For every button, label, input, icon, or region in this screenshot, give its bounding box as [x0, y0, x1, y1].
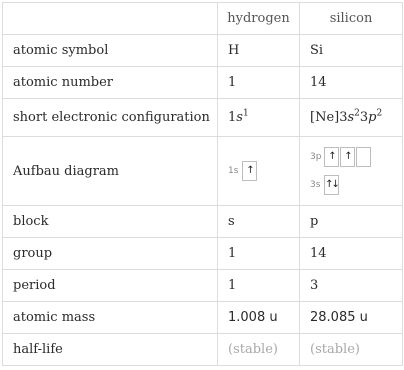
silicon-atomic-number: 14 [300, 67, 403, 99]
hydrogen-block: s [218, 206, 300, 238]
row-label-aufbau-diagram: Aufbau diagram [3, 137, 218, 206]
row-label-electronic-configuration: short electronic configuration [3, 99, 218, 137]
row-label-half-life: half-life [3, 334, 218, 366]
config-orbital: s [347, 110, 355, 125]
silicon-half-life: (stable) [300, 334, 403, 366]
config-core: [Ne]3 [310, 110, 348, 125]
orbital-box: ↑↓ [324, 175, 339, 195]
config-superscript: 2 [354, 108, 360, 119]
table-row [3, 137, 403, 206]
table-row [3, 238, 403, 270]
hydrogen-aufbau-diagram [218, 137, 300, 206]
row-label-period: period [3, 270, 218, 302]
table-row [3, 67, 403, 99]
header-silicon: silicon [300, 3, 403, 35]
hydrogen-atomic-mass: 1.008 u [218, 302, 300, 334]
table-row [3, 206, 403, 238]
config-part: 3 [359, 110, 369, 125]
orbital-box [356, 147, 371, 167]
hydrogen-period: 1 [218, 270, 300, 302]
config-orbital: s [236, 110, 243, 125]
hydrogen-group: 1 [218, 238, 300, 270]
config-superscript: 2 [376, 108, 383, 119]
hydrogen-atomic-symbol: H [218, 35, 300, 67]
silicon-period: 3 [300, 270, 403, 302]
row-label-atomic-mass: atomic mass [3, 302, 218, 334]
row-label-group: group [3, 238, 218, 270]
silicon-electronic-configuration [300, 99, 403, 137]
table-row [3, 35, 403, 67]
orbital-label: 3p [310, 152, 322, 162]
silicon-block: p [300, 206, 403, 238]
orbital-box: ↑ [242, 161, 257, 181]
table-row [3, 302, 403, 334]
orbital-box: ↑ [340, 147, 355, 167]
table-row [3, 99, 403, 137]
table-row [3, 334, 403, 366]
hydrogen-half-life: (stable) [218, 334, 300, 366]
orbital-row-1s [228, 160, 299, 182]
orbital-label: 1s [228, 166, 239, 176]
orbital-label: 3s [310, 180, 321, 190]
silicon-group: 14 [300, 238, 403, 270]
silicon-aufbau-diagram [300, 137, 403, 206]
header-hydrogen: hydrogen [218, 3, 300, 35]
config-orbital: p [368, 110, 377, 125]
hydrogen-electronic-configuration [218, 99, 300, 137]
element-comparison-table [2, 2, 403, 366]
silicon-atomic-mass: 28.085 u [300, 302, 403, 334]
table-row [3, 270, 403, 302]
config-superscript: 1 [242, 108, 249, 119]
orbital-box: ↑ [324, 147, 339, 167]
silicon-atomic-symbol: Si [300, 35, 403, 67]
header-empty-cell [3, 3, 218, 35]
config-part: 1 [228, 110, 237, 125]
row-label-block: block [3, 206, 218, 238]
hydrogen-atomic-number: 1 [218, 67, 300, 99]
orbital-row-3s [310, 174, 402, 196]
row-label-atomic-number: atomic number [3, 67, 218, 99]
orbital-row-3p [310, 146, 402, 168]
row-label-atomic-symbol: atomic symbol [3, 35, 218, 67]
